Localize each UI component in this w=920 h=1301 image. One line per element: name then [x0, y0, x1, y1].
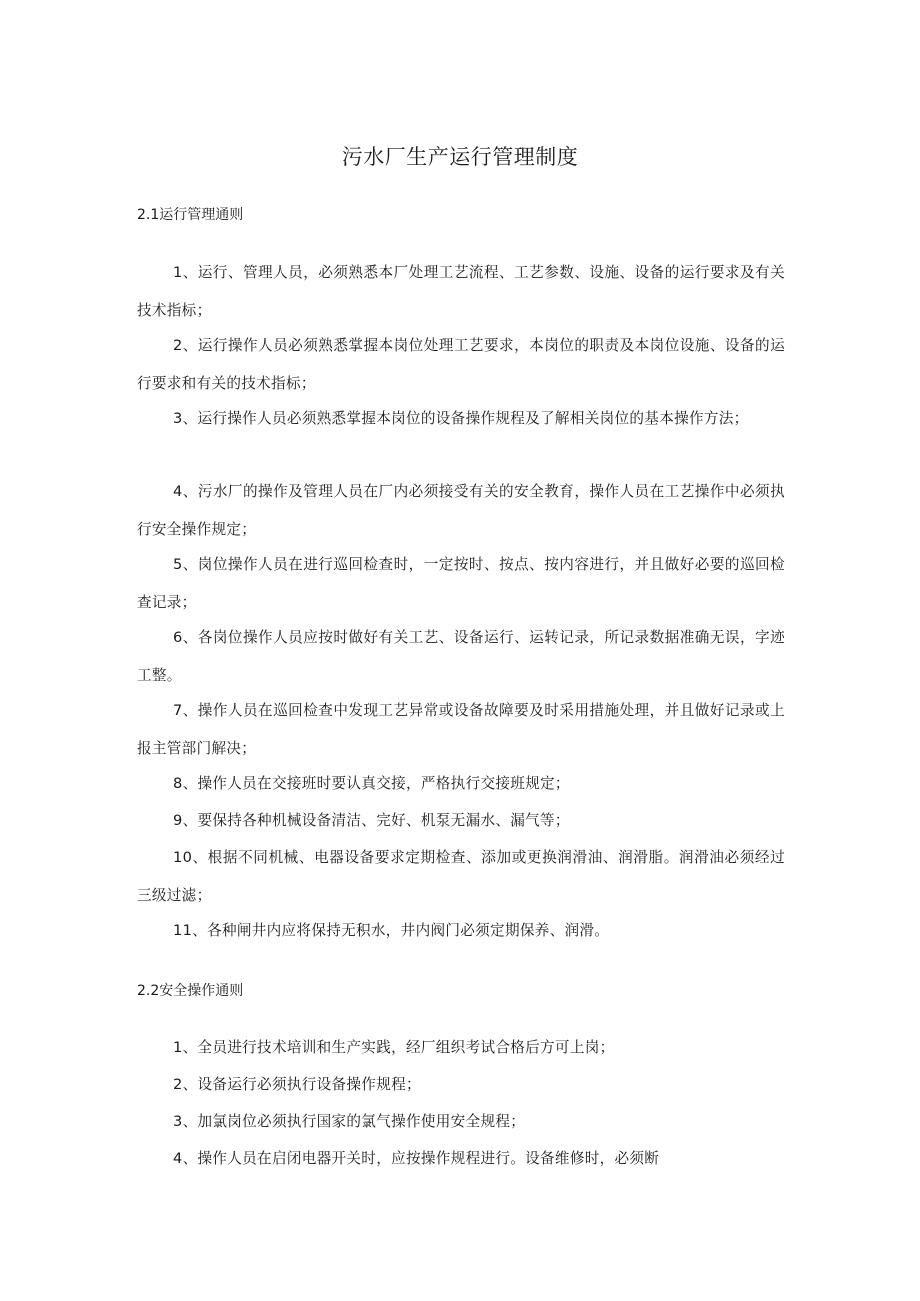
section-heading-2-2: 2.2安全操作通则	[137, 983, 244, 999]
section-2-2-item-3: 3、加氯岗位必须执行国家的氯气操作使用安全规程；	[173, 1113, 526, 1130]
section-2-1-item-8: 8、操作人员在交接班时要认真交接，严格执行交接班规定；	[173, 775, 570, 792]
section-2-1-item-6: 6、各岗位操作人员应按时做好有关工艺、设备运行、运转记录，所记录数据准确无误，字迹工整。	[137, 629, 785, 684]
section-2-1-item-1: 1、运行、管理人员，必须熟悉本厂处理工艺流程、工艺参数、设施、设备的运行要求及有关技术指标；	[137, 264, 785, 319]
section-2-1-item-2: 2、运行操作人员必须熟悉掌握本岗位处理工艺要求，本岗位的职责及本岗位设施、设备的运行要求和有关的技术指标；	[137, 337, 785, 392]
section-2-1-item-10: 10、根据不同机械、电器设备要求定期检查、添加或更换润滑油、润滑脂。润滑油必须经过三级过滤；	[137, 849, 785, 904]
section-2-1-item-5: 5、岗位操作人员在进行巡回检查时，一定按时、按点、按内容进行，并且做好必要的巡回检查记录；	[137, 556, 785, 611]
section-2-1-item-9: 9、要保持各种机械设备清洁、完好、机泵无漏水、漏气等；	[173, 812, 570, 829]
section-2-1-item-3: 3、运行操作人员必须熟悉掌握本岗位的设备操作规程及了解相关岗位的基本操作方法；	[173, 410, 749, 427]
section-2-2-item-2: 2、设备运行必须执行设备操作规程；	[173, 1076, 421, 1093]
document-title: 污水厂生产运行管理制度	[341, 145, 579, 169]
section-heading-2-1: 2.1运行管理通则	[137, 207, 244, 223]
section-2-2-item-4: 4、操作人员在启闭电器开关时，应按操作规程进行。设备维修时，必须断	[173, 1150, 660, 1167]
section-2-1-item-4: 4、污水厂的操作及管理人员在厂内必须接受有关的安全教育，操作人员在工艺操作中必须执行安全操作规定；	[137, 483, 785, 538]
section-2-2-item-1: 1、全员进行技术培训和生产实践，经厂组织考试合格后方可上岗；	[173, 1039, 615, 1056]
section-2-1-item-7: 7、操作人员在巡回检查中发现工艺异常或设备故障要及时采用措施处理，并且做好记录或上报主管部门解决；	[137, 702, 785, 757]
section-2-1-item-11: 11、各种闸井内应将保持无积水，井内阀门必须定期保养、润滑。	[173, 922, 610, 939]
